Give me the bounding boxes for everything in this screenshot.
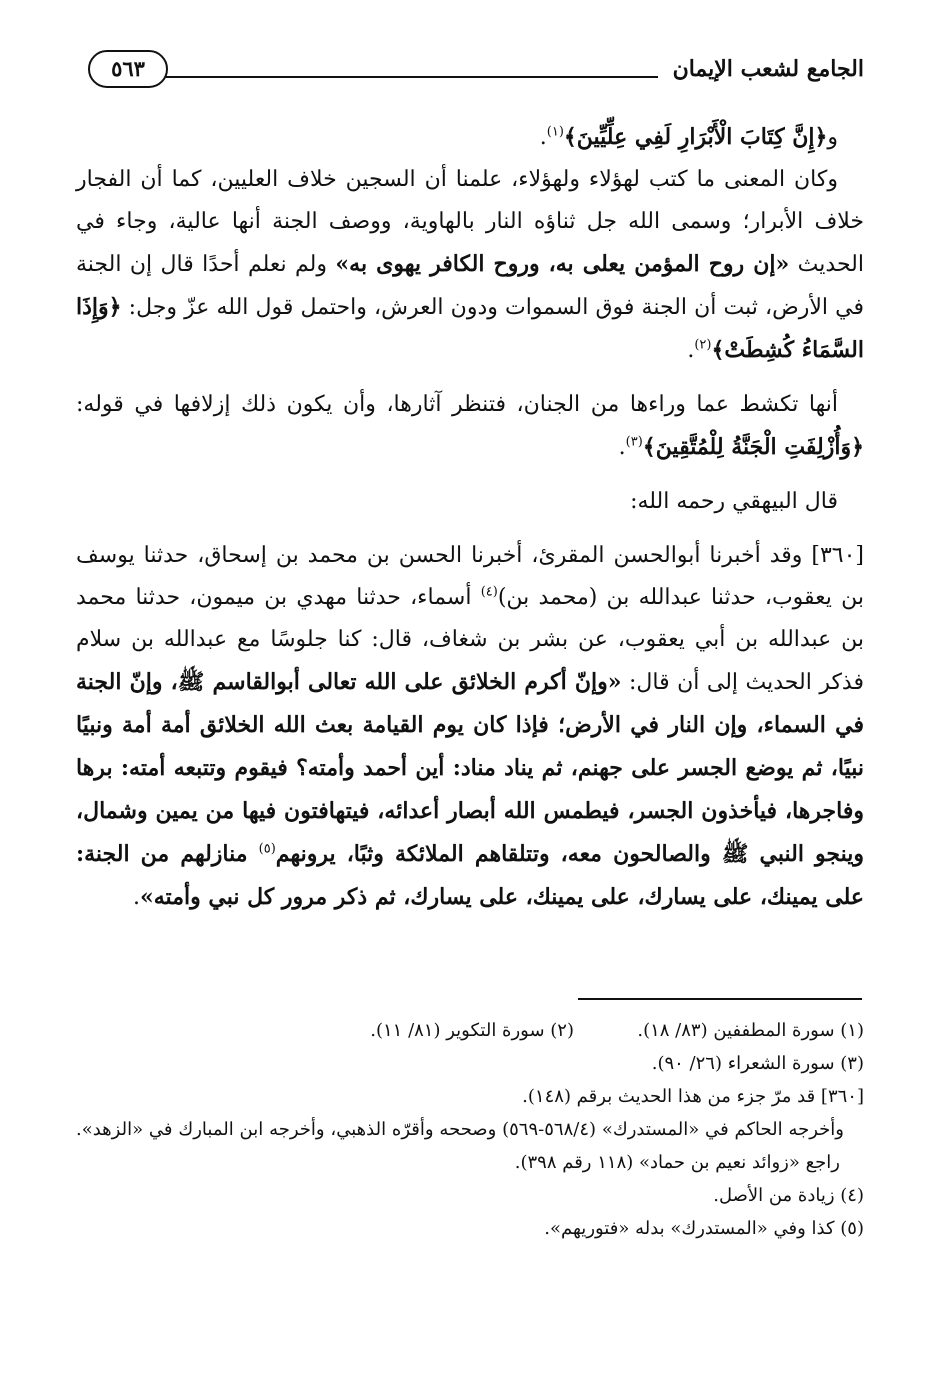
paragraph-2	[76, 159, 864, 372]
paragraph-1	[76, 116, 864, 159]
footnote-5: (٥) كذا وفي «المستدرك» بدله «فتوريهم».	[544, 1218, 864, 1239]
footnotes	[76, 1014, 864, 1245]
paragraph-3	[76, 384, 864, 469]
hadith-quote-1: «إن روح المؤمن يعلى به، وروح الكافر يهوى به»	[335, 251, 790, 277]
p3-text-a: أنها تكشط عما وراءها من الجنان، فتنظر آثارها، وأن يكون ذلك إزلافها في قوله:	[76, 392, 838, 417]
page-number: ٥٦٣	[88, 50, 168, 88]
p2-text-b: ولم نعلم أحدًا قال إن الجنة في الأرض، ثبت أن الجنة فوق السموات ودون العرش، واحتمل قول الله عزّ وجل:	[76, 252, 864, 320]
page-header	[88, 44, 864, 100]
header-rule	[166, 76, 658, 78]
footnote-ref-3: (٣)	[625, 434, 643, 450]
paragraph-4: قال البيهقي رحمه الله:	[630, 489, 838, 514]
p2-text-a: وكان المعنى ما كتب لهؤلاء ولهؤلاء، علمنا أن السجين خلاف العليين، كما أن الفجار خلاف الأبرار؛ وسمى الله جل ثناؤه النار بالهاوية، ووصف الجنة أنها عالية، وجاء في الحديث	[76, 167, 864, 277]
footnote-divider	[578, 998, 862, 1000]
p5-text-a: [٣٦٠] وقد أخبرنا أبوالحسن المقرئ، أخبرنا الحسن بن محمد بن إسحاق، حدثنا يوسف بن يعقوب، حدثنا عبدالله بن (محمد بن)	[76, 543, 864, 610]
p1-prefix: و	[827, 125, 838, 150]
footnote-ref-2: (٢)	[694, 337, 712, 353]
running-title: الجامع لشعب الإيمان	[672, 56, 864, 82]
footnote-4: (٤) زيادة من الأصل.	[713, 1185, 864, 1206]
hadith-quote-2: «وإنّ أكرم الخلائق على الله تعالى أبوالقاسم ﷺ، وإنّ الجنة في السماء، وإن النار في الأرض؛ فإذا كان يوم القيامة بعث الله الخلائق أمة أمة ونبيًا نبيًا، ثم يوضع الجسر على جهنم، ثم يناد مناد: أين أحمد وأمته؟ فيقوم وتتبعه أمته: برها وفاجرها، فيأخذون الجسر، فيطمس الله أبصار أعدائه، فيتهافتون فيها من يمين وشمال، وينجو النبي ﷺ والصالحون معه، وتتلقاهم الملائكة وثبًا، يرونهم	[76, 669, 864, 867]
footnote-1: (١) سورة المطففين (٨٣/ ١٨).	[637, 1020, 864, 1041]
footnote-ref-1: (١)	[546, 124, 564, 140]
footnote-ref-5: (٥)	[258, 841, 276, 857]
p5-text-b: أسماء، حدثنا مهدي بن ميمون، حدثنا محمد بن عبدالله بن أبي يعقوب، عن بشر بن شغاف، قال: كنا جلوسًا مع عبدالله بن سلام فذكر الحديث إلى أن قال:	[76, 585, 864, 695]
footnote-360-detail: وأخرجه الحاكم في «المستدرك» (٥٦٨/٤-٥٦٩) وصححه وأقرّه الذهبي، وأخرجه ابن المبارك في «الزهد». راجع «زوائد نعيم بن حماد» (١١٨ رقم ٣٩٨).	[76, 1119, 844, 1173]
main-text	[76, 116, 864, 919]
footnote-360: [٣٦٠] قد مرّ جزء من هذا الحديث برقم (١٤٨).	[522, 1086, 864, 1107]
footnote-3: (٣) سورة الشعراء (٢٦/ ٩٠).	[651, 1053, 864, 1074]
p3-end: .	[618, 435, 626, 460]
p5-end: .	[133, 885, 141, 910]
p2-end: .	[687, 338, 695, 363]
footnote-2: (٢) سورة التكوير (٨١/ ١١).	[370, 1020, 574, 1041]
hadith-quote-3: منازلهم من الجنة: على يمينك، على يسارك، على يمينك، على يسارك، ثم ذكر مرور كل نبي وأمته»	[76, 841, 864, 910]
quran-verse-3: ﴿وَأُزْلِفَتِ الْجَنَّةُ لِلْمُتَّقِينَ﴾	[642, 434, 864, 460]
paragraph-5	[76, 535, 864, 919]
quran-verse-2: ﴿وَإِذَا السَّمَاءُ كُشِطَتْ﴾	[76, 294, 864, 363]
p1-end: .	[539, 125, 547, 150]
footnote-row-1	[76, 1014, 864, 1047]
footnote-ref-4: (٤)	[480, 584, 498, 600]
quran-verse-1: ﴿إِنَّ كِتَابَ الْأَبْرَارِ لَفِي عِلِّيِّينَ﴾	[563, 124, 828, 150]
